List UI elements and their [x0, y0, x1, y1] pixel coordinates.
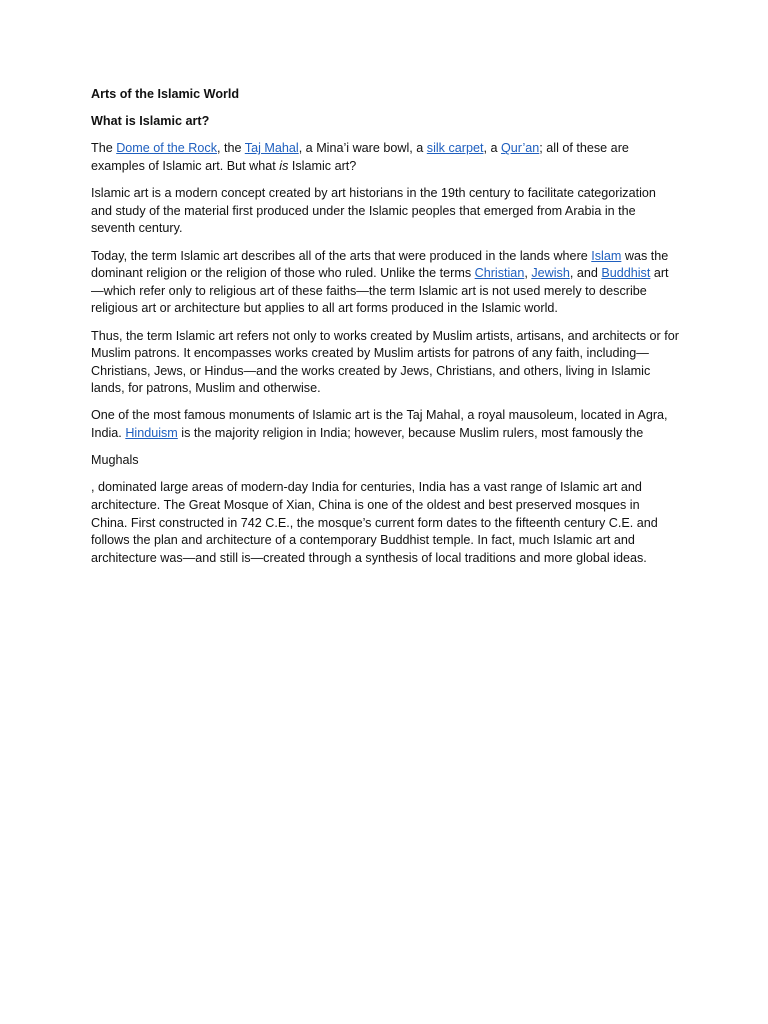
link-hinduism[interactable]: Hinduism	[125, 426, 178, 441]
text-run: Today, the term Islamic art describes all of the arts that were produced in the lands where	[91, 248, 592, 263]
link-silk-carpet[interactable]: silk carpet	[426, 141, 484, 156]
text-run: ; all of these are examples of Islamic art. But what	[91, 141, 629, 173]
section-heading: What is Islamic art?	[91, 114, 210, 129]
text-run: One of the most famous monuments of Islamic art is the Taj Mahal, a royal mausoleum, located in Agra, India.	[91, 408, 668, 441]
paragraph-today	[91, 248, 679, 318]
emphasis-is: is	[279, 158, 289, 173]
text-run: , the	[217, 141, 245, 156]
paragraph-thus: Thus, the term Islamic art refers not only to works created by Muslim artists, artisans, and architects or for Muslim patrons. It encompasses works created by Muslim artists for patrons of any faith, including—Christians, Jews, or Hindus—and the works created by Jews, Christians, and others, living in Islamic lands, for patrons, Muslim and otherwise.	[91, 328, 679, 396]
text-run: , and	[569, 266, 602, 281]
text-run: , a Mina’i ware bowl, a	[298, 141, 427, 156]
paragraph-definition: Islamic art is a modern concept created by art historians in the 19th century to facilitate categorization and study of the material first produced under the Islamic peoples that emerged from Arabia in the seventh century.	[91, 186, 656, 236]
paragraph-mosque-xian: , dominated large areas of modern-day India for centuries, India has a vast range of Islamic art and architecture. The Great Mosque of Xian, China is one of the oldest and best preserved mosques in China. First constructed in 742 C.E., the mosque’s current form dates to the fifteenth century C.E. and follows the plan and architecture of a contemporary Buddhist temple. In fact, much Islamic art and architecture was—and still is—created through a synthesis of local traditions and more global ideas.	[91, 480, 658, 565]
text-run: ,	[524, 266, 532, 281]
text-run: , a	[483, 141, 501, 156]
link-jewish[interactable]: Jewish	[531, 266, 570, 281]
paragraph-mughals: Mughals	[91, 453, 139, 468]
link-christian[interactable]: Christian	[474, 266, 525, 281]
document-body	[91, 86, 679, 567]
paragraph-taj-mahal	[91, 407, 679, 442]
link-buddhist[interactable]: Buddhist	[601, 266, 651, 281]
text-run: is the majority religion in India; however, because Muslim rulers, most famously the	[177, 426, 644, 441]
text-run: The	[91, 141, 117, 156]
text-run: was the dominant religion or the religion of those who ruled. Unlike the terms	[91, 248, 669, 281]
text-run: art—which refer only to religious art of these faiths—the term Islamic art is not used merely to describe religious art or architecture but applies to all art forms produced in the Islamic world.	[91, 266, 669, 316]
text-run: Islamic art?	[288, 158, 357, 173]
link-islam[interactable]: Islam	[591, 248, 622, 263]
link-dome-of-the-rock[interactable]: Dome of the Rock	[116, 141, 217, 156]
paragraph-intro	[91, 140, 679, 175]
link-taj-mahal[interactable]: Taj Mahal	[244, 141, 299, 156]
document-title: Arts of the Islamic World	[91, 87, 240, 101]
link-quran[interactable]: Qur’an	[501, 141, 540, 156]
